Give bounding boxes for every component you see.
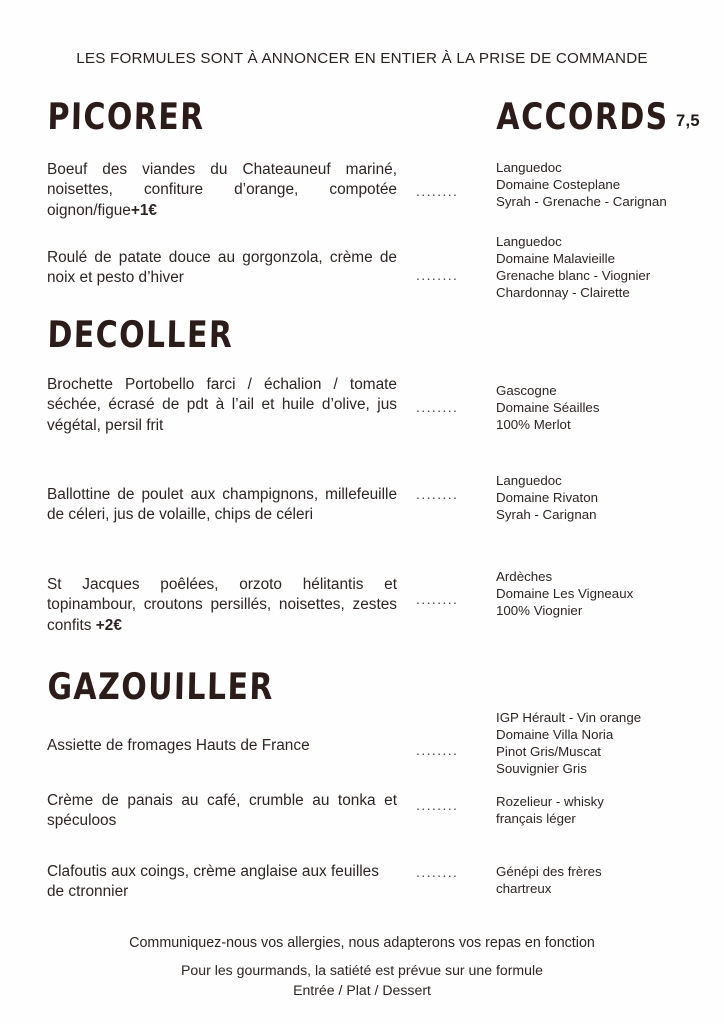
- dish-description: [47, 248, 397, 289]
- pairing-description: [496, 864, 721, 898]
- dish-description: [47, 160, 397, 221]
- pairing-line: Grenache blanc - Viognier: [496, 267, 651, 283]
- pairing-price: 7,5: [676, 112, 700, 130]
- pairing-description: [496, 710, 721, 778]
- section-heading-gazouiller: GAZOUILLER: [47, 666, 275, 709]
- leader-dots: ........: [416, 797, 459, 813]
- pairing-line: Souvignier Gris: [496, 760, 587, 776]
- pairing-line: Syrah - Grenache - Carignan: [496, 193, 667, 209]
- leader-dots: ........: [416, 267, 459, 283]
- pairing-line: Pinot Gris/Muscat: [496, 743, 601, 759]
- pairing-line: Languedoc: [496, 160, 562, 175]
- pairing-line: Ardèches: [496, 569, 553, 584]
- dish-supplement: +2€: [95, 616, 122, 634]
- footer-formula-note: Pour les gourmands, la satiété est prévue sur une formule: [181, 962, 543, 978]
- dish-text: Assiette de fromages Hauts de France: [47, 737, 310, 754]
- pairing-line: Domaine Séailles: [496, 399, 600, 415]
- leader-dots: ........: [416, 183, 459, 199]
- dish-text: Ballottine de poulet aux champignons, millefeuille de céleri, jus de volaille, chips de céleri: [47, 486, 397, 524]
- pairing-description: [496, 383, 721, 434]
- menu-banner-notice: LES FORMULES SONT À ANNONCER EN ENTIER À LA PRISE DE COMMANDE: [76, 50, 648, 67]
- dish-text: Brochette Portobello farci / échalion / tomate séchée, écrasé de pdt à l’ail et huile d’olive, jus végétal, persil frit: [47, 376, 397, 434]
- pairing-line: Languedoc: [496, 473, 562, 488]
- footer-formula-detail: Entrée / Plat / Dessert: [293, 982, 431, 998]
- pairing-line: Chardonnay - Clairette: [496, 284, 630, 300]
- pairing-description: [496, 234, 721, 302]
- pairing-line: Gascogne: [496, 383, 557, 398]
- dish-supplement: +1€: [130, 201, 157, 219]
- dish-description: [47, 862, 397, 903]
- pairing-line: Domaine Villa Noria: [496, 726, 614, 742]
- pairing-line: Génépi des frères: [496, 864, 602, 879]
- pairing-line: Domaine Malavieille: [496, 250, 615, 266]
- pairing-description: [496, 160, 721, 211]
- dish-text: Clafoutis aux coings, crème anglaise aux feuilles de ctronnier: [47, 863, 379, 901]
- section-heading-decoller: DECOLLER: [47, 314, 234, 357]
- pairing-line: Domaine Costeplane: [496, 176, 621, 192]
- pairing-line: 100% Viognier: [496, 602, 583, 618]
- dish-text: Boeuf des viandes du Chateauneuf mariné, noisettes, confiture d’orange, compotée oignon/figue: [47, 161, 397, 219]
- pairing-column-heading: ACCORDS: [496, 96, 670, 139]
- pairing-line: Domaine Les Vigneaux: [496, 585, 634, 601]
- pairing-description: [496, 569, 721, 620]
- dish-text: St Jacques poêlées, orzoto hélitantis et topinambour, croutons persillés, noisettes, zestes confits: [47, 576, 397, 634]
- footer-allergies-note: Communiquez-nous vos allergies, nous adapterons vos repas en fonction: [129, 935, 595, 951]
- pairing-line: chartreux: [496, 880, 552, 896]
- dish-description: [47, 736, 397, 756]
- dish-description: [47, 485, 397, 526]
- dish-description: [47, 575, 397, 636]
- dish-text: Crème de panais au café, crumble au tonka et spéculoos: [47, 792, 397, 830]
- leader-dots: ........: [416, 864, 459, 880]
- pairing-line: Rozelieur - whisky: [496, 794, 604, 809]
- dish-description: [47, 375, 397, 436]
- dish-text: Roulé de patate douce au gorgonzola, crème de noix et pesto d’hiver: [47, 249, 397, 287]
- pairing-line: Languedoc: [496, 234, 562, 249]
- pairing-line: Domaine Rivaton: [496, 489, 598, 505]
- section-heading-picorer: PICORER: [47, 96, 206, 139]
- pairing-description: [496, 473, 721, 524]
- pairing-line: 100% Merlot: [496, 416, 571, 432]
- pairing-line: français léger: [496, 810, 576, 826]
- leader-dots: ........: [416, 742, 459, 758]
- dish-description: [47, 791, 397, 832]
- pairing-description: [496, 794, 721, 828]
- leader-dots: ........: [416, 399, 459, 415]
- leader-dots: ........: [416, 591, 459, 607]
- pairing-line: Syrah - Carignan: [496, 506, 597, 522]
- leader-dots: ........: [416, 486, 459, 502]
- pairing-line: IGP Hérault - Vin orange: [496, 710, 642, 725]
